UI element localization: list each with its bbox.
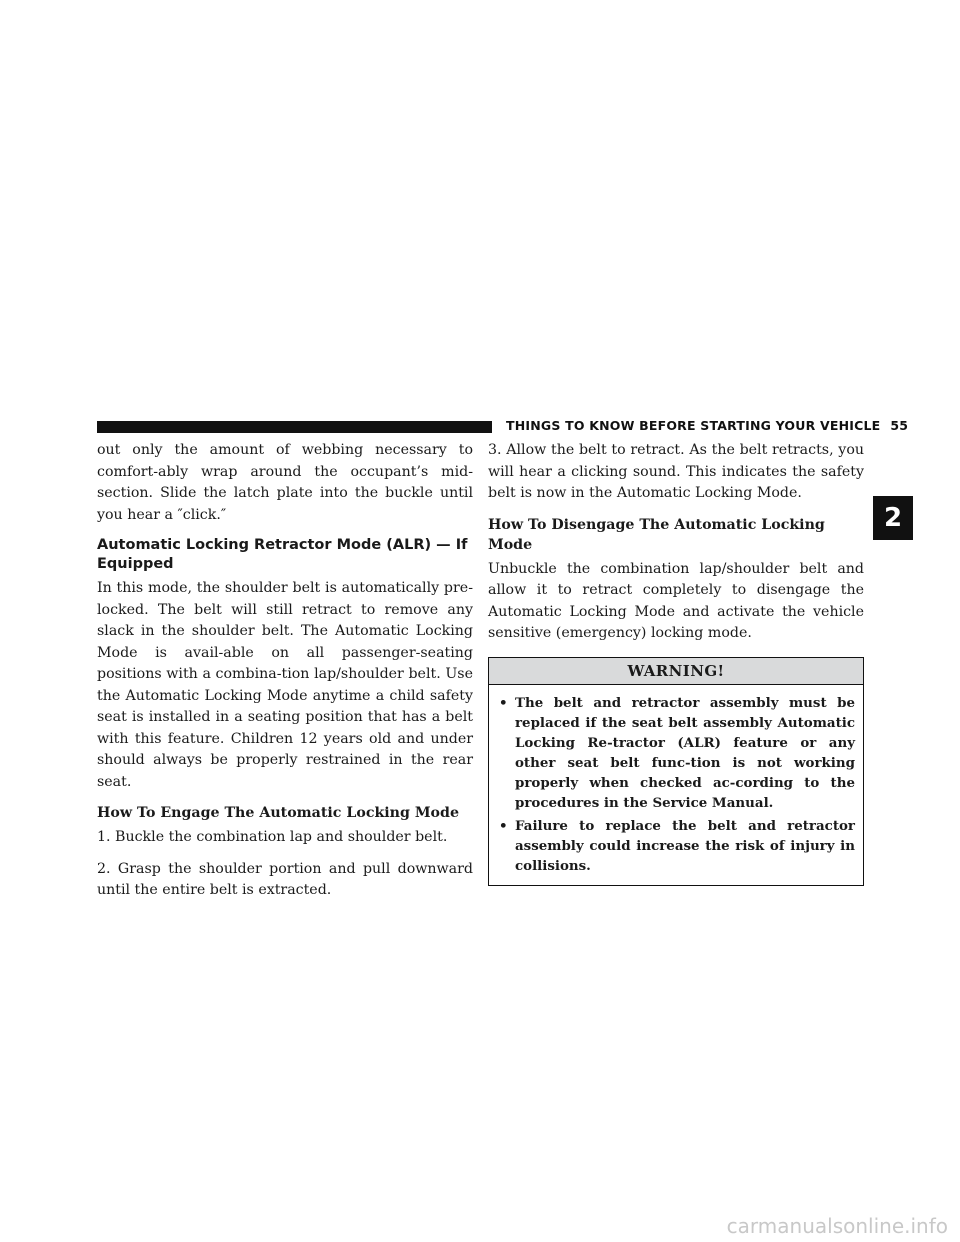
heading-disengage: How To Disengage The Automatic Locking Mode <box>488 516 825 553</box>
running-header <box>506 418 908 433</box>
chapter-tab: 2 <box>873 496 913 540</box>
bullet-icon: • <box>499 817 508 834</box>
header-rule <box>97 421 492 433</box>
heading-alr: Automatic Locking Retractor Mode (ALR) — If Equipped <box>97 537 468 572</box>
warning-box <box>488 657 864 886</box>
header-title: THINGS TO KNOW BEFORE STARTING YOUR VEHICLE <box>506 418 881 433</box>
right-column <box>488 440 864 886</box>
step-1: 1. Buckle the combination lap and shoulder belt. <box>97 829 448 845</box>
warning-item-text: The belt and retractor assembly must be replaced if the seat belt assembly Automatic Locking Re-tractor (ALR) feature or any other seat belt func-tion is not working properly when checked ac-cording to the procedures in the Service Manual. <box>515 694 855 811</box>
warning-list <box>489 685 863 885</box>
heading-engage: How To Engage The Automatic Locking Mode <box>97 805 459 821</box>
step-2: 2. Grasp the shoulder portion and pull downward until the entire belt is extracted. <box>97 860 473 898</box>
warning-item <box>497 693 855 813</box>
warning-item-text: Failure to replace the belt and retractor assembly could increase the risk of injury in collisions. <box>515 817 855 874</box>
step-3: 3. Allow the belt to retract. As the belt retracts, you will hear a clicking sound. This indicates the safety belt is now in the Automatic Locking Mode. <box>488 442 864 501</box>
paragraph-alr: In this mode, the shoulder belt is automatically pre-locked. The belt will still retract to remove any slack in the shoulder belt. The Automatic Locking Mode is avail-able on all passenger-seating positions with a combina-tion lap/shoulder belt. Use the Automatic Locking Mode anytime a child safety seat is installed in a seating position that has a belt with this feature. Children 12 years old and under should always be properly restrained in the rear seat. <box>97 580 473 790</box>
left-column <box>97 440 473 912</box>
warning-title: WARNING! <box>489 658 863 685</box>
bullet-icon: • <box>499 694 508 711</box>
page-number: 55 <box>890 418 909 433</box>
warning-item <box>497 816 855 876</box>
paragraph-disengage: Unbuckle the combination lap/shoulder belt and allow it to retract completely to disengage the Automatic Locking Mode and activate the vehicle sensitive (emergency) locking mode. <box>488 560 864 641</box>
watermark: carmanualsonline.info <box>726 1214 948 1238</box>
paragraph-continued: out only the amount of webbing necessary to comfort-ably wrap around the occupant’s mid-section. Slide the latch plate into the buckle until you hear a ″click.″ <box>97 442 473 523</box>
